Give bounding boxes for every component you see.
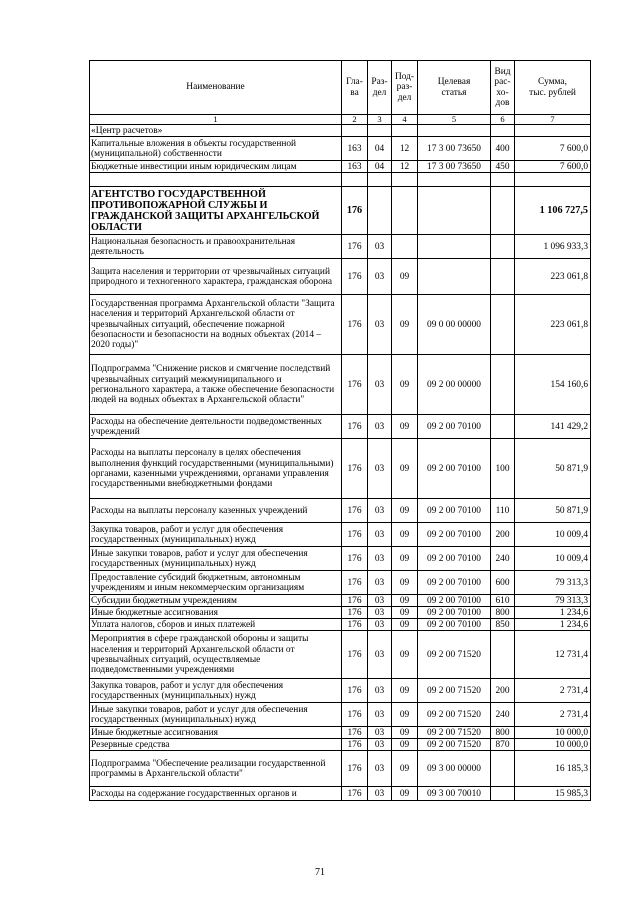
cell-target: 09 2 00 70100: [418, 439, 491, 499]
cell-podrazdel: 09: [392, 727, 418, 739]
cell-vid: [491, 173, 515, 187]
table-row: [90, 187, 591, 235]
cell-sum: 10 000,0: [515, 727, 591, 739]
index-7: 7: [515, 115, 591, 125]
cell-vid: 600: [491, 571, 515, 595]
cell-target: 09 2 00 70100: [418, 571, 491, 595]
cell-glava: 163: [342, 137, 368, 161]
cell-vid: 200: [491, 523, 515, 547]
cell-sum: 1 096 933,3: [515, 235, 591, 259]
cell-glava: 176: [342, 619, 368, 631]
cell-vid: 100: [491, 439, 515, 499]
cell-vid: [491, 415, 515, 439]
cell-target: 09 2 00 70100: [418, 547, 491, 571]
cell-target: 09 3 00 70010: [418, 787, 491, 801]
cell-glava: 176: [342, 739, 368, 751]
cell-vid: 870: [491, 739, 515, 751]
cell-vid: [491, 187, 515, 235]
cell-razdel: 03: [368, 751, 392, 787]
cell-name: Иные закупки товаров, работ и услуг для обеспечения государственных (муниципальных) нужд: [90, 547, 342, 571]
table-row: [90, 499, 591, 523]
cell-podrazdel: 09: [392, 439, 418, 499]
cell-glava: 176: [342, 187, 368, 235]
cell-glava: 176: [342, 523, 368, 547]
cell-razdel: 04: [368, 161, 392, 173]
cell-razdel: 03: [368, 619, 392, 631]
cell-name: Расходы на выплаты персоналу казенных учреждений: [90, 499, 342, 523]
cell-name: Иные бюджетные ассигнования: [90, 727, 342, 739]
cell-target: 09 2 00 70100: [418, 619, 491, 631]
cell-razdel: 03: [368, 607, 392, 619]
index-5: 5: [418, 115, 491, 125]
cell-razdel: 03: [368, 679, 392, 703]
table-row: [90, 727, 591, 739]
cell-glava: 176: [342, 439, 368, 499]
cell-glava: 176: [342, 727, 368, 739]
cell-podrazdel: 09: [392, 739, 418, 751]
cell-glava: 176: [342, 355, 368, 415]
cell-target: 09 2 00 00000: [418, 355, 491, 415]
cell-podrazdel: 09: [392, 295, 418, 355]
cell-vid: 850: [491, 619, 515, 631]
table-header: [90, 61, 591, 125]
cell-sum: 2 731,4: [515, 703, 591, 727]
cell-razdel: 03: [368, 523, 392, 547]
cell-razdel: 03: [368, 415, 392, 439]
cell-razdel: 03: [368, 439, 392, 499]
header-razdel: Раз- дел: [368, 61, 392, 115]
cell-name: Расходы на обеспечение деятельности подведомственных учреждений: [90, 415, 342, 439]
cell-target: 09 2 00 70100: [418, 523, 491, 547]
cell-podrazdel: [392, 235, 418, 259]
table-row: [90, 295, 591, 355]
cell-name: Закупка товаров, работ и услуг для обеспечения государственных (муниципальных) нужд: [90, 523, 342, 547]
cell-sum: 1 234,6: [515, 607, 591, 619]
cell-vid: [491, 751, 515, 787]
cell-razdel: 03: [368, 499, 392, 523]
table-row: [90, 607, 591, 619]
page-number: 71: [315, 867, 325, 878]
table-row: [90, 595, 591, 607]
cell-target: 17 3 00 73650: [418, 137, 491, 161]
cell-vid: [491, 295, 515, 355]
cell-podrazdel: 09: [392, 499, 418, 523]
cell-vid: 240: [491, 703, 515, 727]
cell-name: Иные закупки товаров, работ и услуг для обеспечения государственных (муниципальных) нужд: [90, 703, 342, 727]
cell-name: Расходы на выплаты персоналу в целях обеспечения выполнения функций государственными (муниципальными) органами, казенными учреждениями, органами управления государственными внебюджетными фондами: [90, 439, 342, 499]
cell-name: Государственная программа Архангельской области "Защита населения и территорий Архангельской области от чрезвычайных ситуаций, обеспечение пожарной безопасности и безопасности на водных объектах (2014 – 2020 годы)": [90, 295, 342, 355]
cell-glava: [342, 173, 368, 187]
table-row: [90, 523, 591, 547]
table-row: [90, 751, 591, 787]
cell-podrazdel: 09: [392, 703, 418, 727]
cell-name: [90, 173, 342, 187]
cell-sum: 12 731,4: [515, 631, 591, 679]
cell-razdel: 03: [368, 595, 392, 607]
table-row: [90, 415, 591, 439]
cell-target: 09 2 00 71520: [418, 631, 491, 679]
cell-podrazdel: 09: [392, 415, 418, 439]
table-row: [90, 161, 591, 173]
cell-target: 09 2 00 71520: [418, 679, 491, 703]
cell-razdel: 03: [368, 703, 392, 727]
cell-sum: 15 985,3: [515, 787, 591, 801]
cell-glava: 176: [342, 679, 368, 703]
cell-sum: 223 061,8: [515, 259, 591, 295]
index-2: 2: [342, 115, 368, 125]
cell-sum: 1 234,6: [515, 619, 591, 631]
cell-glava: 176: [342, 499, 368, 523]
header-vid: Вид рас- хо- дов: [491, 61, 515, 115]
cell-name: Предоставление субсидий бюджетным, автономным учреждениям и иным некоммерческим организациям: [90, 571, 342, 595]
cell-sum: [515, 173, 591, 187]
cell-glava: 176: [342, 751, 368, 787]
cell-podrazdel: 09: [392, 355, 418, 415]
cell-sum: 79 313,3: [515, 595, 591, 607]
cell-target: [418, 173, 491, 187]
cell-target: [418, 235, 491, 259]
cell-name: Защита населения и территории от чрезвычайных ситуаций природного и техногенного характера, гражданская оборона: [90, 259, 342, 295]
header-name: Наименование: [90, 61, 342, 115]
cell-vid: [491, 125, 515, 137]
table-row: [90, 679, 591, 703]
cell-name: АГЕНТСТВО ГОСУДАРСТВЕННОЙ ПРОТИВОПОЖАРНОЙ СЛУЖБЫ И ГРАЖДАНСКОЙ ЗАЩИТЫ АРХАНГЕЛЬСКОЙ ОБЛАСТИ: [90, 187, 342, 235]
cell-podrazdel: 09: [392, 259, 418, 295]
cell-podrazdel: [392, 173, 418, 187]
cell-target: 09 2 00 70100: [418, 499, 491, 523]
cell-podrazdel: 12: [392, 137, 418, 161]
header-glava: Гла- ва: [342, 61, 368, 115]
cell-glava: 176: [342, 607, 368, 619]
index-4: 4: [392, 115, 418, 125]
cell-target: 17 3 00 73650: [418, 161, 491, 173]
cell-target: 09 3 00 00000: [418, 751, 491, 787]
table-row: [90, 571, 591, 595]
table-row: [90, 259, 591, 295]
cell-podrazdel: 09: [392, 631, 418, 679]
cell-glava: 163: [342, 161, 368, 173]
cell-vid: [491, 235, 515, 259]
table-row: [90, 125, 591, 137]
cell-name: Иные бюджетные ассигнования: [90, 607, 342, 619]
cell-razdel: 03: [368, 259, 392, 295]
cell-podrazdel: 12: [392, 161, 418, 173]
cell-vid: 610: [491, 595, 515, 607]
cell-target: [418, 259, 491, 295]
cell-podrazdel: [392, 125, 418, 137]
table-row: [90, 547, 591, 571]
cell-podrazdel: 09: [392, 523, 418, 547]
cell-target: 09 2 00 70100: [418, 415, 491, 439]
cell-target: [418, 125, 491, 137]
cell-podrazdel: 09: [392, 595, 418, 607]
cell-sum: 16 185,3: [515, 751, 591, 787]
cell-target: 09 2 00 70100: [418, 607, 491, 619]
cell-sum: 50 871,9: [515, 499, 591, 523]
cell-razdel: 03: [368, 235, 392, 259]
cell-vid: 400: [491, 137, 515, 161]
cell-sum: 7 600,0: [515, 161, 591, 173]
cell-razdel: 03: [368, 739, 392, 751]
cell-glava: 176: [342, 547, 368, 571]
cell-glava: 176: [342, 787, 368, 801]
cell-glava: 176: [342, 631, 368, 679]
cell-sum: 223 061,8: [515, 295, 591, 355]
cell-name: «Центр расчетов»: [90, 125, 342, 137]
cell-target: 09 2 00 71520: [418, 739, 491, 751]
table-row: [90, 739, 591, 751]
cell-name: Бюджетные инвестиции иным юридическим лицам: [90, 161, 342, 173]
cell-vid: [491, 259, 515, 295]
cell-target: 09 2 00 70100: [418, 595, 491, 607]
cell-sum: 2 731,4: [515, 679, 591, 703]
cell-podrazdel: 09: [392, 547, 418, 571]
table-row: [90, 137, 591, 161]
cell-sum: 141 429,2: [515, 415, 591, 439]
cell-target: 09 0 00 00000: [418, 295, 491, 355]
cell-podrazdel: 09: [392, 607, 418, 619]
cell-vid: 200: [491, 679, 515, 703]
header-sum: Сумма, тыс. рублей: [515, 61, 591, 115]
cell-sum: [515, 125, 591, 137]
cell-glava: 176: [342, 295, 368, 355]
cell-sum: 10 009,4: [515, 523, 591, 547]
cell-podrazdel: 09: [392, 679, 418, 703]
cell-razdel: [368, 173, 392, 187]
table-row: [90, 703, 591, 727]
table-body: [90, 125, 591, 801]
cell-target: 09 2 00 71520: [418, 727, 491, 739]
cell-name: Субсидии бюджетным учреждениям: [90, 595, 342, 607]
index-6: 6: [491, 115, 515, 125]
table-row: [90, 631, 591, 679]
index-1: 1: [90, 115, 342, 125]
cell-vid: [491, 787, 515, 801]
cell-sum: 10 000,0: [515, 739, 591, 751]
header-target: Целевая статья: [418, 61, 491, 115]
header-podrazdel: Под- раз- дел: [392, 61, 418, 115]
cell-target: [418, 187, 491, 235]
cell-razdel: [368, 187, 392, 235]
cell-name: Национальная безопасность и правоохранительная деятельность: [90, 235, 342, 259]
cell-podrazdel: 09: [392, 619, 418, 631]
table-row: [90, 787, 591, 801]
cell-sum: 10 009,4: [515, 547, 591, 571]
cell-sum: 79 313,3: [515, 571, 591, 595]
cell-razdel: 03: [368, 727, 392, 739]
cell-name: Мероприятия в сфере гражданской обороны и защиты населения и территорий Архангельской области от чрезвычайных ситуаций, осуществляемые подведомственными учреждениями: [90, 631, 342, 679]
cell-vid: [491, 631, 515, 679]
cell-glava: 176: [342, 235, 368, 259]
cell-glava: 176: [342, 571, 368, 595]
cell-target: 09 2 00 71520: [418, 703, 491, 727]
cell-name: Уплата налогов, сборов и иных платежей: [90, 619, 342, 631]
cell-sum: 1 106 727,5: [515, 187, 591, 235]
cell-razdel: 03: [368, 631, 392, 679]
cell-sum: 7 600,0: [515, 137, 591, 161]
cell-name: Закупка товаров, работ и услуг для обеспечения государственных (муниципальных) нужд: [90, 679, 342, 703]
cell-podrazdel: 09: [392, 751, 418, 787]
cell-glava: 176: [342, 703, 368, 727]
cell-name: Резервные средства: [90, 739, 342, 751]
table-row: [90, 439, 591, 499]
cell-razdel: 03: [368, 787, 392, 801]
index-3: 3: [368, 115, 392, 125]
cell-podrazdel: 09: [392, 571, 418, 595]
cell-glava: [342, 125, 368, 137]
cell-glava: 176: [342, 415, 368, 439]
cell-vid: 240: [491, 547, 515, 571]
cell-vid: 800: [491, 607, 515, 619]
cell-name: Подпрограмма "Обеспечение реализации государственной программы в Архангельской области": [90, 751, 342, 787]
cell-glava: 176: [342, 595, 368, 607]
cell-glava: 176: [342, 259, 368, 295]
cell-vid: 110: [491, 499, 515, 523]
table-row: [90, 235, 591, 259]
cell-podrazdel: 09: [392, 787, 418, 801]
cell-razdel: 03: [368, 571, 392, 595]
cell-podrazdel: [392, 187, 418, 235]
cell-razdel: 04: [368, 137, 392, 161]
cell-sum: 154 160,6: [515, 355, 591, 415]
table-row: [90, 619, 591, 631]
cell-razdel: 03: [368, 295, 392, 355]
budget-table: [89, 60, 591, 801]
cell-name: Расходы на содержание государственных органов и: [90, 787, 342, 801]
cell-razdel: [368, 125, 392, 137]
cell-vid: 450: [491, 161, 515, 173]
cell-name: Подпрограмма "Снижение рисков и смягчение последствий чрезвычайных ситуаций межмуниципального и регионального характера, а также обеспечение безопасности людей на водных объектах в Архангельской области": [90, 355, 342, 415]
cell-sum: 50 871,9: [515, 439, 591, 499]
cell-name: Капитальные вложения в объекты государственной (муниципальной) собственности: [90, 137, 342, 161]
table-row: [90, 173, 591, 187]
cell-razdel: 03: [368, 355, 392, 415]
cell-razdel: 03: [368, 547, 392, 571]
cell-vid: 800: [491, 727, 515, 739]
table-row: [90, 355, 591, 415]
cell-vid: [491, 355, 515, 415]
